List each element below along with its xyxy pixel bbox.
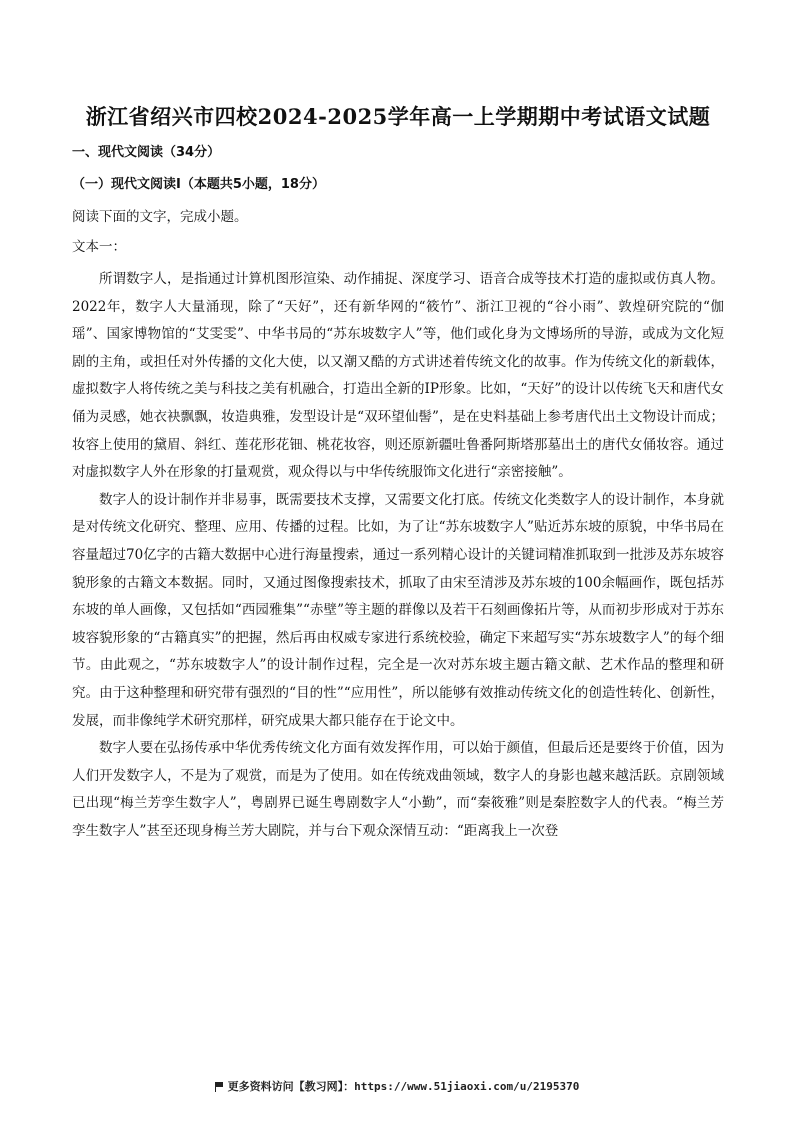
- flag-icon: [215, 1082, 224, 1091]
- paragraph-2: 数字人的设计制作并非易事，既需要技术支撑，又需要文化打底。传统文化类数字人的设计制作，本身就是对传统文化研究、整理、应用、传播的过程。比如，为了让“苏东坡数字人”贴近苏东坡的原貌，中华书局在容量超过70亿字的古籍大数据中心进行海量搜索，通过一系列精心设计的关键词精准抓取到一批涉及苏东坡容貌形象的古籍文本数据。同时，又通过图像搜索技术，抓取了由宋至清涉及苏东坡的100余幅画作，既包括苏东坡的单人画像，又包括如“西园雅集”“赤壁”等主题的群像以及若干石刻画像拓片等，从而初步形成对于苏东坡容貌形象的“古籍真实”的把握，然后再由权威专家进行系统校验，确定下来超写实“苏东坡数字人”的每个细节。由此观之，“苏东坡数字人”的设计制作过程，完全是一次对苏东坡主题古籍文献、艺术作品的整理和研究。由于这种整理和研究带有强烈的“目的性”“应用性”，所以能够有效推动传统文化的创造性转化、创新性，发展，而非像纯学术研究那样，研究成果大都只能存在于论文中。: [72, 491, 724, 729]
- instruction-text: 阅读下面的文字，完成小题。: [72, 209, 248, 225]
- paragraph-1: 所谓数字人，是指通过计算机图形渲染、动作捕捉、深度学习、语音合成等技术打造的虚拟或仿真人物。2022年，数字人大量涌现，除了“天好”，还有新华网的“筱竹”、浙江卫视的“谷小雨”、敦煌研究院的“伽瑶”、国家博物馆的“艾雯雯”、中华书局的“苏东坡数字人”等，他们或化身为文博场所的导游，或成为文化短剧的主角，或担任对外传播的文化大使，以又潮又酷的方式讲述着传统文化的故事。作为传统文化的新载体，虚拟数字人将传统之美与科技之美有机融合，打造出全新的IP形象。比如，“天好”的设计以传统飞天和唐代女俑为灵感，她衣袂飘飘，妆造典雅，发型设计是“双环望仙髻”，是在史料基础上参考唐代出土文物设计而成；妆容上使用的黛眉、斜红、莲花形花钿、桃花妆容，则还原新疆吐鲁番阿斯塔那墓出土的唐代女俑妆容。通过对虚拟数字人外在形象的打量观赏，观众得以与中华传统服饰文化进行“亲密接触”。: [72, 271, 724, 481]
- footer-link[interactable]: [0, 1078, 794, 1094]
- document-title: 浙江省绍兴市四校2024-2025学年高一上学期期中考试语文试题: [85, 104, 711, 129]
- footer-text: 更多资料访问【教习网】：https://www.51jiaoxi.com/u/2195370: [227, 1080, 580, 1093]
- text-label: 文本一：: [72, 239, 126, 255]
- sub-heading: （一）现代文阅读Ⅰ（本题共5小题，18分）: [72, 177, 325, 192]
- paragraph-3: 数字人要在弘扬传承中华优秀传统文化方面有效发挥作用，可以始于颜值，但最后还是要终于价值，因为人们开发数字人，不是为了观赏，而是为了使用。如在传统戏曲领域，数字人的身影也越来越活跃。京剧领域已出现“梅兰芳孪生数字人”，粤剧界已诞生粤剧数字人“小勤”，而“秦筱雅”则是秦腔数字人的代表。“梅兰芳孪生数字人”甚至还现身梅兰芳大剧院，并与台下观众深情互动：“距离我上一次登: [72, 740, 724, 839]
- section-heading: 一、现代文阅读（34分）: [72, 145, 221, 160]
